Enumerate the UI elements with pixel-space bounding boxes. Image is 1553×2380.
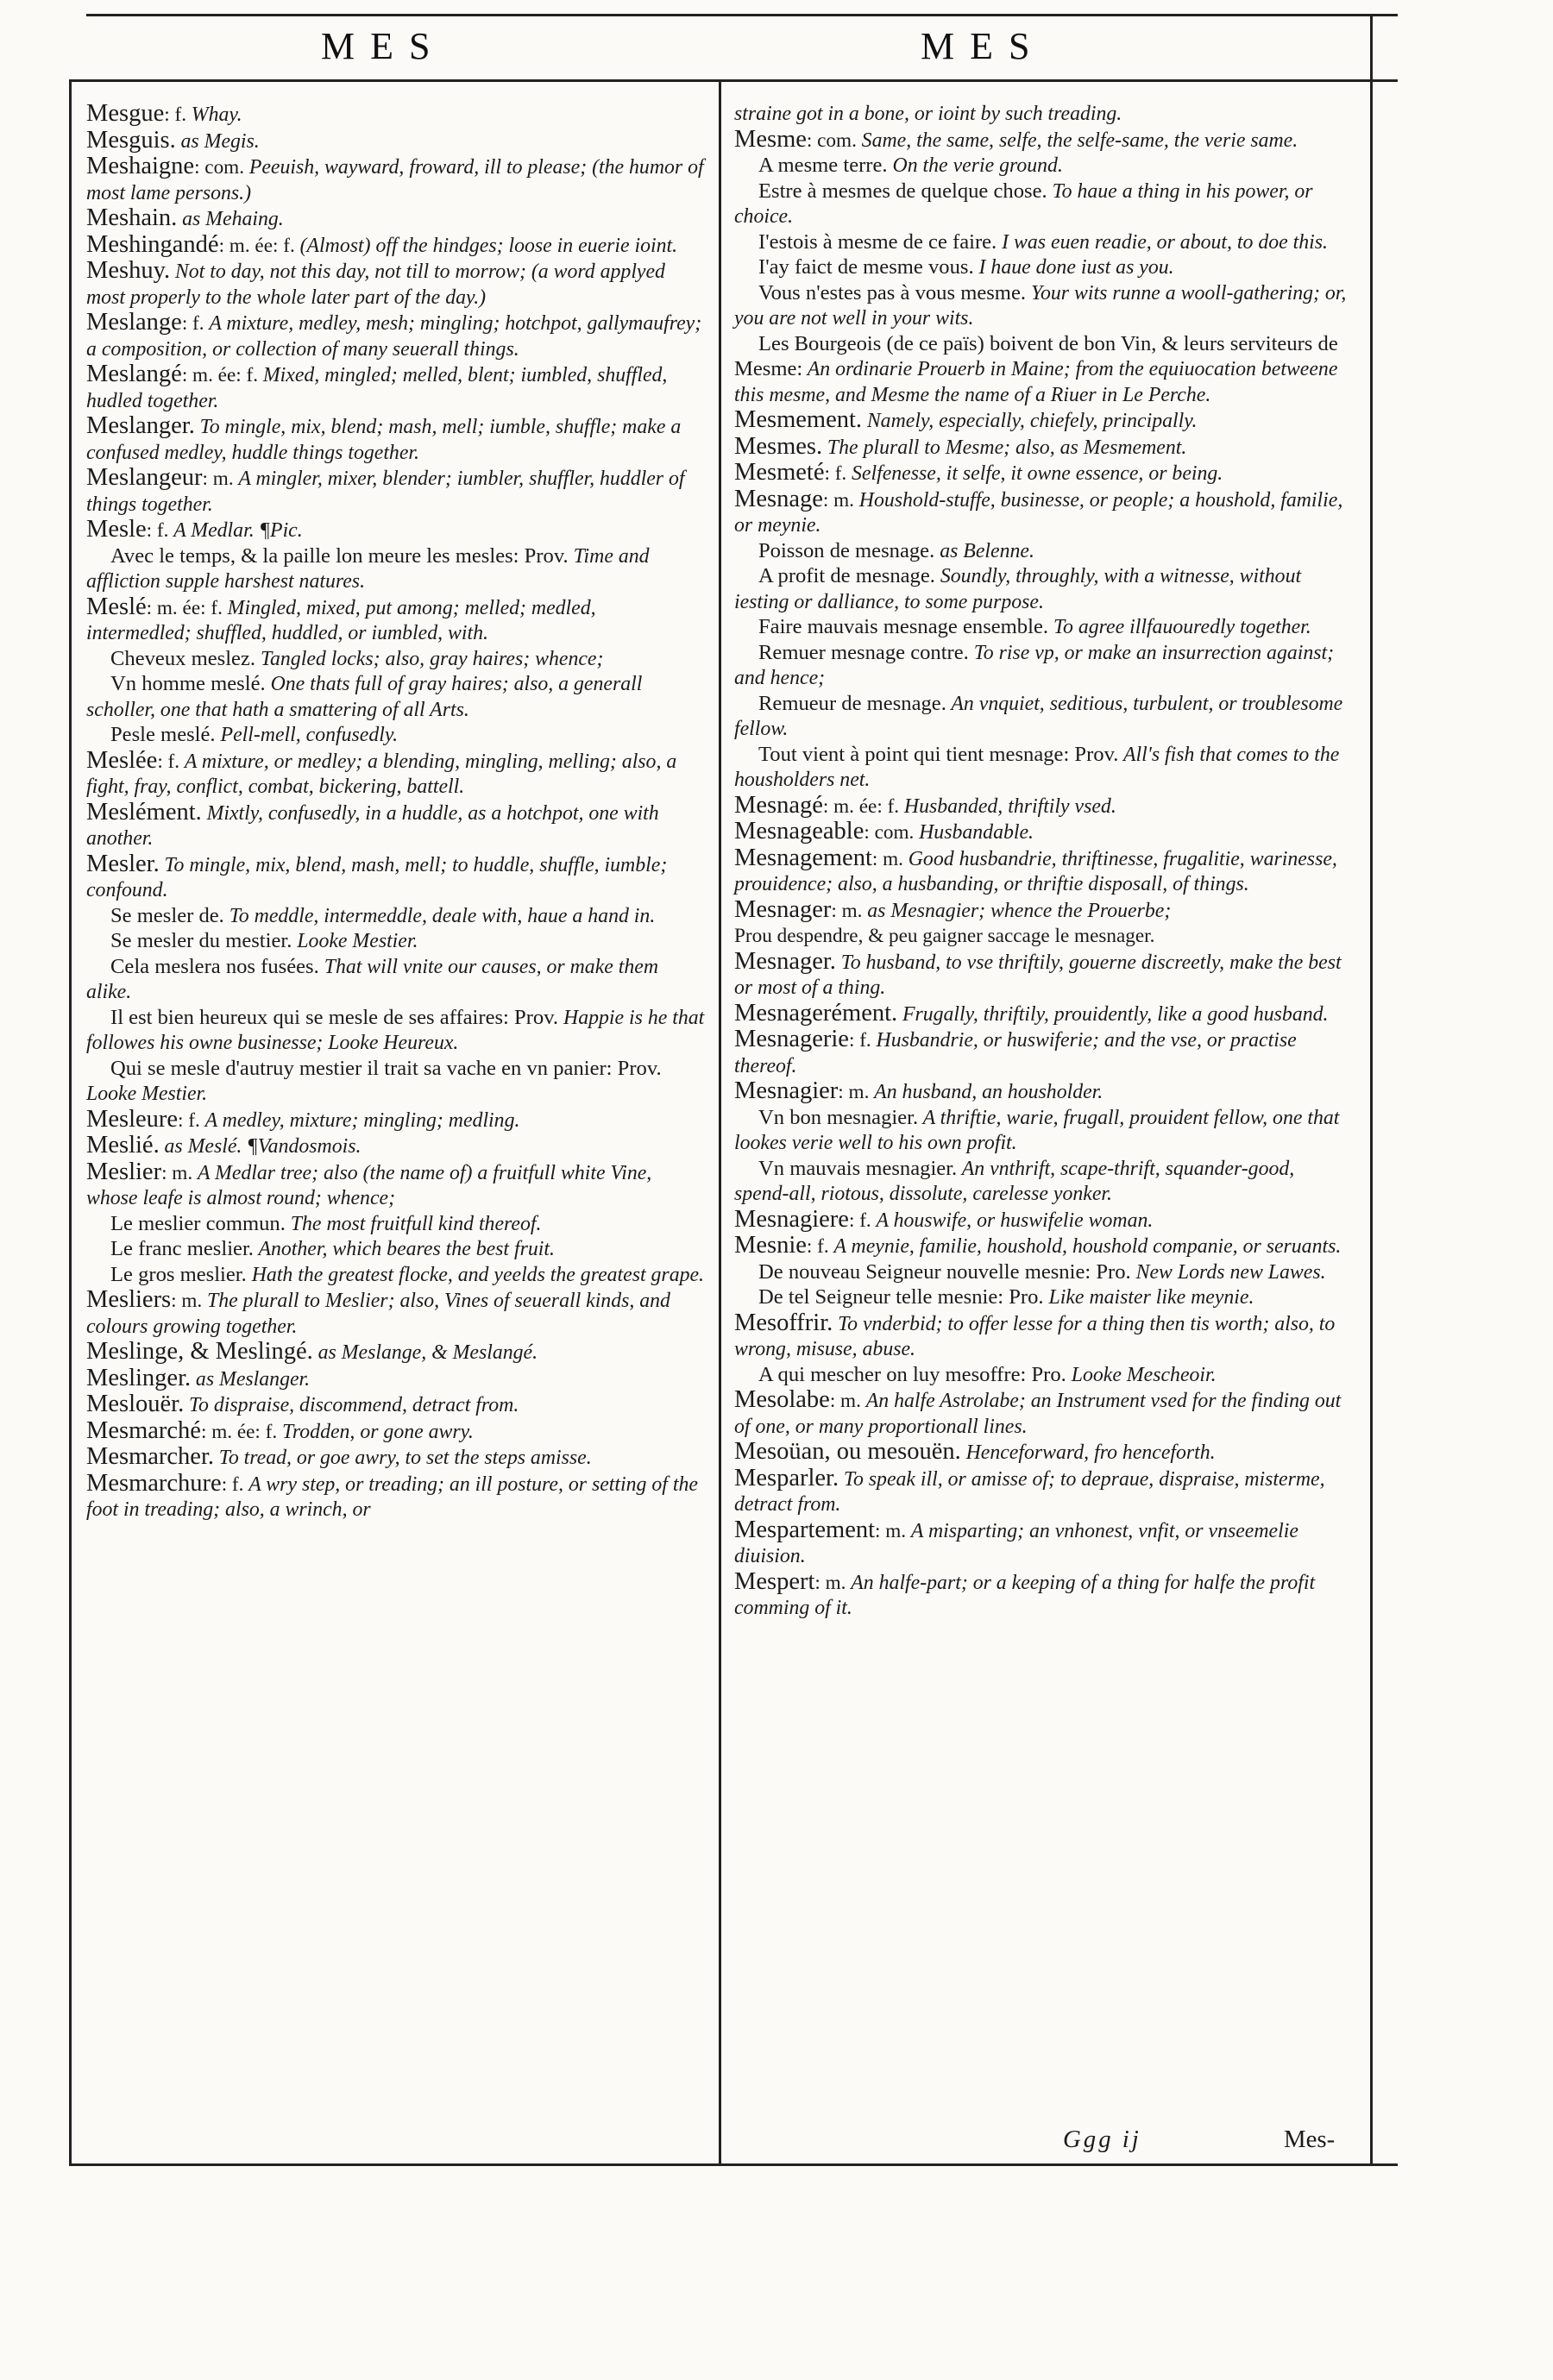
english-gloss: Not to day, not this day, not till to morrow; (a word applyed most properly to the whole later part of the day.) (86, 261, 665, 309)
english-gloss: An halfe Astrolabe; an Instrument vsed for the finding out of one, or many proportionall lines. (734, 1390, 1342, 1438)
english-gloss: Mixed, mingled; melled, blent; iumbled, shuffled, hudled together. (86, 364, 668, 412)
english-gloss: as Meslé. ¶Vandosmois. (164, 1135, 362, 1158)
english-gloss: as Meslange, & Meslangé. (318, 1341, 538, 1364)
headword: Mesliers (86, 1286, 172, 1313)
dictionary-entry (86, 904, 706, 930)
continuation-text: Prou despendre, & peu gaigner saccage le mesnager. (734, 925, 1155, 947)
grammar-note: : m. ée: f. (181, 364, 263, 386)
english-gloss: A thriftie, warie, frugall, prouident fellow, one that lookes verie well to his own profit. (734, 1106, 1340, 1154)
dictionary-entry (734, 154, 1354, 179)
header-rule (69, 79, 1398, 82)
phrase: Estre à mesmes de quelque chose. (758, 179, 1047, 203)
phrase: Tout vient à point qui tient mesnage: Prov. (758, 742, 1119, 766)
dictionary-entry (734, 743, 1354, 794)
phrase: I'estois à mesme de ce faire. (758, 229, 997, 254)
english-gloss: Namely, especially, chiefely, principally. (866, 410, 1198, 432)
dictionary-entry (734, 539, 1354, 565)
english-gloss: To meddle, intermeddle, deale with, haue a hand in. (223, 904, 656, 927)
dictionary-entry (86, 1263, 706, 1289)
headword: Meslanger. (86, 412, 195, 439)
grammar-note: : com. (864, 821, 920, 844)
headword: Mesguis. (86, 126, 176, 154)
grammar-note: : m. (829, 1390, 866, 1412)
english-gloss: To haue a thing in his power, or choice. (734, 179, 1313, 228)
dictionary-entry (86, 1366, 706, 1393)
dictionary-entry (86, 672, 706, 723)
dictionary-entry (86, 1416, 706, 1446)
headword: Meshaigne (86, 153, 195, 179)
headword: Mesnage (734, 485, 823, 512)
headword: Meslinger. (86, 1364, 192, 1391)
dictionary-entry (86, 798, 706, 852)
dictionary-entry (734, 461, 1354, 487)
dictionary-entry (86, 518, 706, 544)
headword: Mesmarché (86, 1416, 201, 1444)
phrase: Avec le temps, & la paille lon meure les mesles: Prov. (110, 543, 569, 568)
english-gloss: An vnthrift, scape-thrift, squander-good, spend-all, riotous, dissolute, carelesse yonker. (734, 1157, 1295, 1205)
english-gloss: The plurall to Meslier; also, Vines of seuerall kinds, and colours growing together. (86, 1290, 670, 1338)
grammar-note: : m. (831, 899, 868, 922)
english-gloss: Looke Mescheoir. (1066, 1363, 1217, 1386)
catchword: Mes- (1284, 2126, 1336, 2153)
dictionary-entry (734, 692, 1354, 743)
dictionary-entry (734, 895, 1354, 925)
signature-mark: Ggg ij (1063, 2126, 1141, 2153)
headword: Mesmarcher. (86, 1443, 214, 1470)
english-gloss: Frugally, thriftily, prouidently, like a good husband. (902, 1002, 1329, 1026)
english-gloss: Mixtly, confusedly, in a huddle, as a hotchpot, one with another. (86, 801, 659, 850)
english-gloss: A wry step, or treading; an ill posture, or setting of the foot in treading; also, a wrinch, or (86, 1473, 698, 1521)
dictionary-entry (734, 1027, 1354, 1079)
dictionary-entry (734, 408, 1354, 435)
english-gloss: Time and affliction supple harshest natures. (86, 544, 650, 593)
english-gloss: New Lords new Lawes. (1130, 1260, 1326, 1284)
dictionary-entry (734, 230, 1354, 256)
dictionary-entry (86, 1212, 706, 1238)
dictionary-entry (734, 179, 1354, 230)
headword: Mesmement. (734, 406, 863, 433)
english-gloss: as Megis. (180, 129, 260, 153)
dictionary-entry (86, 230, 706, 260)
headword: Mesnagiere (734, 1205, 849, 1233)
phrase: Qui se mesle d'autruy mestier il trait sa vache en vn panier: Prov. (110, 1056, 662, 1080)
headword: Mespartement (734, 1516, 876, 1543)
english-gloss: Husbandable. (919, 821, 1034, 844)
english-gloss: A houswife, or huswifelie woman. (876, 1209, 1154, 1232)
grammar-note: : m. ée: f. (822, 794, 904, 818)
headword: Meslément. (86, 798, 202, 826)
dictionary-entry (734, 1518, 1354, 1570)
bottom-rule (69, 2163, 1398, 2166)
dictionary-entry (86, 259, 706, 311)
left-border (69, 82, 72, 2165)
dictionary-entry (86, 852, 706, 904)
english-gloss: An husband, an housholder. (874, 1081, 1103, 1103)
english-gloss: Happie is he that followes his owne businesse; Looke Heureux. (86, 1006, 705, 1054)
english-gloss: (Almost) off the hindges; loose in euerie ioint. (299, 234, 678, 257)
headword: Mesnager. (734, 947, 836, 975)
english-gloss: A mixture, medley, mesh; mingling; hotchpot, gallymaufrey; a composition, or collection of many seuerall things. (86, 312, 702, 361)
grammar-note: : m. (875, 1519, 911, 1542)
dictionary-entry (86, 723, 706, 749)
dictionary-entry (734, 846, 1354, 898)
dictionary-entry (734, 615, 1354, 641)
dictionary-entry (86, 1160, 706, 1212)
english-gloss: Another, which beares the best fruit. (253, 1238, 555, 1260)
english-gloss: To husband, to vse thriftily, gouerne discreetly, make the best or most of a thing. (734, 951, 1342, 999)
running-head-left: MES (321, 25, 446, 67)
continuation-text: straine got in a bone, or ioint by such treading. (734, 103, 1122, 125)
grammar-note: : f. (157, 750, 185, 773)
dictionary-entry (734, 432, 1354, 462)
grammar-note: : f. (164, 104, 192, 126)
phrase: Remuer mesnage contre. (758, 640, 969, 664)
headword: Mesmeté (734, 459, 825, 486)
grammar-note: : m. ée: f. (200, 1420, 282, 1443)
dictionary-entry (734, 1260, 1354, 1286)
phrase: Faire mauvais mesnage ensemble. (758, 615, 1049, 638)
dictionary-entry (86, 1288, 706, 1340)
phrase: A qui mescher on luy mesoffre: Pro. (758, 1362, 1066, 1386)
phrase: Se mesler de. (110, 903, 224, 927)
dictionary-entry (86, 1133, 706, 1160)
phrase: Le gros meslier. (110, 1262, 247, 1286)
dictionary-entry (86, 1340, 706, 1366)
phrase: De nouveau Seigneur nouvelle mesnie: Pro. (758, 1259, 1131, 1284)
dictionary-entry (86, 1445, 706, 1472)
english-gloss: as Mehaing. (182, 208, 284, 230)
dictionary-entry (86, 1469, 706, 1523)
dictionary-entry (734, 1157, 1354, 1208)
phrase: Vn bon mesnagier. (758, 1105, 919, 1129)
headword: Mesoüan, ou mesouën. (734, 1438, 961, 1465)
headword: Mesmes. (734, 432, 823, 460)
english-gloss: Looke Mestier. (86, 1083, 208, 1105)
phrase: Cela meslera nos fusées. (110, 954, 319, 978)
english-gloss: Trodden, or gone awry. (281, 1420, 474, 1443)
phrase: Pesle meslé. (110, 723, 216, 746)
grammar-note: : m. (202, 468, 239, 490)
dictionary-entry (86, 1237, 706, 1263)
grammar-note: : f. (806, 1235, 834, 1258)
top-rule (86, 14, 1398, 16)
english-gloss: A Medlar. ¶Pic. (173, 519, 303, 542)
dictionary-entry (734, 641, 1354, 692)
english-gloss: An halfe-part; or a keeping of a thing for halfe the profit comming of it. (734, 1571, 1316, 1619)
dictionary-entry (86, 466, 706, 518)
phrase: I'ay faict de mesme vous. (758, 255, 974, 279)
dictionary-entry (86, 1392, 706, 1419)
english-gloss: An ordinarie Prouerb in Maine; from the equiuocation betweene this mesme, and Mesme the name of a Riuer in Le Perche. (734, 358, 1338, 406)
dictionary-entry (86, 102, 706, 129)
dictionary-entry (734, 1311, 1354, 1363)
dictionary-entry (734, 1079, 1354, 1106)
english-gloss: Husbanded, thriftily vsed. (903, 794, 1116, 818)
phrase: Poisson de mesnage. (758, 538, 935, 562)
english-gloss: Selfenesse, it selfe, it owne essence, or being. (852, 462, 1223, 485)
english-gloss: Soundly, throughly, with a witnesse, without iesting or dalliance, to some purpose. (734, 565, 1302, 613)
headword: Mesoffrir. (734, 1309, 833, 1336)
grammar-note: : com. (806, 129, 862, 152)
english-gloss: A misparting; an vnhonest, vnfit, or vnseemelie diuision. (734, 1519, 1298, 1567)
english-gloss: Mingled, mixed, put among; melled; medled, intermedled; shuffled, huddled, or iumbled, with. (86, 596, 596, 644)
grammar-note: : m. (161, 1161, 198, 1184)
phrase: Vn homme meslé. (110, 672, 266, 695)
dictionary-entry (86, 955, 706, 1006)
grammar-note: : com. (194, 156, 249, 179)
dictionary-entry (86, 595, 706, 647)
english-gloss: as Meslanger. (195, 1367, 311, 1391)
dictionary-entry (86, 414, 706, 466)
headword: Mespert (734, 1567, 815, 1595)
headword: Meshain. (86, 204, 178, 231)
grammar-note: : f. (181, 312, 210, 335)
dictionary-entry (734, 1363, 1354, 1389)
dictionary-entry (86, 154, 706, 206)
dictionary-entry (734, 125, 1354, 154)
dictionary-entry (86, 1105, 706, 1134)
english-gloss: To speak ill, or amisse of; to depraue, dispraise, misterme, detract from. (734, 1467, 1325, 1516)
english-gloss: To rise vp, or make an insurrection against; and hence; (734, 641, 1335, 689)
phrase: De tel Seigneur telle mesnie: Pro. (758, 1285, 1044, 1309)
grammar-note: : m. ée: f. (218, 234, 300, 257)
dictionary-entry (734, 102, 1354, 128)
grammar-note: : f. (848, 1209, 877, 1232)
dictionary-entry (734, 999, 1354, 1028)
english-gloss: Good husbandrie, thriftinesse, frugalitie, warinesse, prouidence; also, a husbanding, or thriftie disposall, of things. (734, 847, 1337, 895)
grammar-note: : m. (871, 847, 909, 870)
dictionary-entry (734, 487, 1354, 539)
grammar-note: : m. (822, 488, 859, 512)
english-gloss: Your wits runne a wooll-gathering; or, you are not well in your wits. (734, 281, 1347, 330)
headword: Meslangé (86, 361, 182, 387)
english-gloss: That will vnite our causes, or make them alike. (86, 955, 659, 1003)
english-gloss: To mingle, mix, blend; mash, mell; iumble, shuffle; make a confused medley, huddle things together. (86, 416, 682, 464)
english-gloss: Tangled locks; also, gray haires; whence; (255, 647, 604, 670)
dictionary-entry (734, 1205, 1354, 1234)
english-gloss: All's fish that comes to the housholders net. (734, 743, 1340, 791)
grammar-note: : m. (171, 1290, 208, 1312)
phrase: Vn mauvais mesnagier. (758, 1156, 958, 1180)
grammar-note: : f. (848, 1029, 877, 1052)
dictionary-entry (734, 1106, 1354, 1157)
grammar-note: : f. (221, 1473, 249, 1496)
headword: Meslinge, & Meslingé. (86, 1338, 313, 1365)
english-gloss: The plurall to Mesme; also, as Mesmement. (827, 436, 1187, 459)
english-gloss: A medley, mixture; mingling; medling. (204, 1108, 520, 1132)
headword: Mesnagier (734, 1077, 839, 1104)
headword: Meslange (86, 309, 182, 336)
phrase: Le meslier commun. (110, 1211, 286, 1235)
headword: Mesnagé (734, 791, 823, 819)
dictionary-entry (734, 255, 1354, 281)
grammar-note: : m. (838, 1081, 875, 1103)
headword: Mesgue (86, 100, 165, 127)
headword: Mesleure (86, 1105, 179, 1133)
left-column (86, 102, 706, 1523)
dictionary-entry (86, 126, 706, 155)
dictionary-entry (86, 1006, 706, 1057)
right-border (1370, 14, 1373, 2165)
english-gloss: One thats full of gray haires; also, a generall scholler, one that hath a smattering of all Arts. (86, 673, 643, 721)
headword: Mesnager (734, 895, 832, 923)
right-column (734, 102, 1354, 1622)
english-gloss: The most fruitfull kind thereof. (285, 1212, 542, 1235)
dictionary-entry (734, 819, 1354, 846)
dictionary-entry (86, 362, 706, 414)
dictionary-entry (734, 1567, 1354, 1622)
dictionary-entry (86, 746, 706, 801)
phrase: Vous n'estes pas à vous mesme. (758, 280, 1027, 305)
headword: Mesme (734, 125, 807, 153)
english-gloss: On the verie ground. (887, 154, 1063, 177)
grammar-note: : f. (178, 1108, 205, 1132)
phrase: Il est bien heureux qui se mesle de ses affaires: Prov. (110, 1005, 559, 1029)
phrase: Se mesler du mestier. (110, 929, 292, 952)
english-gloss: Peeuish, wayward, froward, ill to please; (the humor of most lame persons.) (86, 156, 704, 204)
english-gloss: Like maister like meynie. (1043, 1286, 1254, 1309)
grammar-note: : m. (814, 1571, 852, 1594)
english-gloss: I haue done iust as you. (973, 256, 1174, 279)
dictionary-entry (734, 564, 1354, 615)
dictionary-entry (734, 791, 1354, 820)
dictionary-entry (734, 1466, 1354, 1518)
dictionary-entry (734, 281, 1354, 332)
dictionary-entry (734, 1440, 1354, 1466)
dictionary-entry (86, 929, 706, 955)
phrase: Les Bourgeois (de ce païs) boivent de bon Vin, & leurs serviteurs de Mesme: (734, 331, 1338, 380)
english-gloss: Looke Mestier. (292, 930, 418, 952)
english-gloss: A mixture, or medley; a blending, mingling, melling; also, a fight, fray, conflict, combat, bickering, battell. (86, 750, 677, 798)
headword: Mesnageable (734, 818, 865, 845)
english-gloss: To mingle, mix, blend, mash, mell; to huddle, shuffle, iumble; confound. (86, 853, 668, 901)
headword: Meshuy. (86, 257, 171, 284)
english-gloss: Same, the same, selfe, the selfe-same, the verie same. (861, 129, 1298, 152)
english-gloss: To dispraise, discommend, detract from. (189, 1394, 519, 1416)
english-gloss: A mingler, mixer, blender; iumbler, shuffler, huddler of things together. (86, 468, 685, 516)
headword: Mesnagerément. (734, 999, 898, 1027)
headword: Mesle (86, 516, 147, 543)
headword: Meslier (86, 1158, 162, 1185)
english-gloss: Husbandrie, or huswiferie; and the vse, or practise thereof. (734, 1029, 1297, 1077)
headword: Mesolabe (734, 1386, 830, 1413)
english-gloss: To tread, or goe awry, to set the steps amisse. (218, 1447, 592, 1469)
english-gloss: To agree illfauouredly together. (1048, 616, 1311, 638)
phrase: Le franc meslier. (110, 1237, 254, 1260)
headword: Mesmarchure (86, 1469, 222, 1497)
headword: Mesler. (86, 850, 160, 877)
dictionary-entry (734, 332, 1354, 409)
dictionary-entry (86, 1057, 706, 1108)
grammar-note: : f. (146, 519, 174, 542)
headword: Mesnagement (734, 844, 872, 871)
english-gloss: I was euen readie, or about, to doe this. (997, 230, 1328, 254)
phrase: A mesme terre. (758, 154, 888, 177)
grammar-note: : f. (824, 462, 852, 485)
english-gloss: Whay. (191, 104, 242, 126)
english-gloss: An vnquiet, seditious, turbulent, or troublesome fellow. (734, 692, 1343, 740)
headword: Mesnie (734, 1232, 807, 1259)
english-gloss: A meynie, familie, houshold, houshold companie, or seruants. (833, 1235, 1342, 1258)
headword: Meslée (86, 746, 158, 774)
phrase: Cheveux meslez. (110, 646, 256, 670)
dictionary-entry (86, 544, 706, 595)
english-gloss: Houshold-stuffe, businesse, or people; a houshold, familie, or meynie. (734, 488, 1343, 537)
running-head-right: MES (921, 25, 1046, 67)
grammar-note: : m. ée: f. (146, 596, 228, 619)
english-gloss: A Medlar tree; also (the name of) a fruitfull white Vine, whose leafe is almost round; whence; (86, 1161, 652, 1209)
english-gloss: as Mesnagier; whence the Prouerbe; (867, 899, 1172, 922)
english-gloss: Hath the greatest flocke, and yeelds the greatest grape. (246, 1263, 705, 1286)
headword: Meslangeur (86, 464, 203, 491)
dictionary-entry (86, 206, 706, 233)
dictionary-entry (734, 924, 1354, 950)
headword: Meslé (86, 593, 147, 620)
headword: Mesnagerie (734, 1026, 849, 1052)
phrase: Remueur de mesnage. (758, 691, 946, 715)
dictionary-entry (734, 1285, 1354, 1311)
dictionary-entry (734, 947, 1354, 1002)
dictionary-entry (734, 1388, 1354, 1440)
column-divider (719, 82, 721, 2165)
phrase: A profit de mesnage. (758, 564, 935, 587)
english-gloss: Henceforward, fro henceforth. (965, 1441, 1216, 1464)
dictionary-entry (86, 647, 706, 673)
headword: Meslié. (86, 1132, 160, 1159)
dictionary-entry (734, 1234, 1354, 1260)
english-gloss: as Belenne. (934, 539, 1034, 562)
english-gloss: Pell-mell, confusedly. (215, 724, 399, 746)
headword: Meslouër. (86, 1391, 185, 1417)
headword: Mesparler. (734, 1464, 839, 1491)
headword: Meshingandé (86, 230, 219, 258)
dictionary-entry (86, 311, 706, 362)
english-gloss: To vnderbid; to offer lesse for a thing then tis worth; also, to wrong, misuse, abuse. (734, 1312, 1336, 1360)
